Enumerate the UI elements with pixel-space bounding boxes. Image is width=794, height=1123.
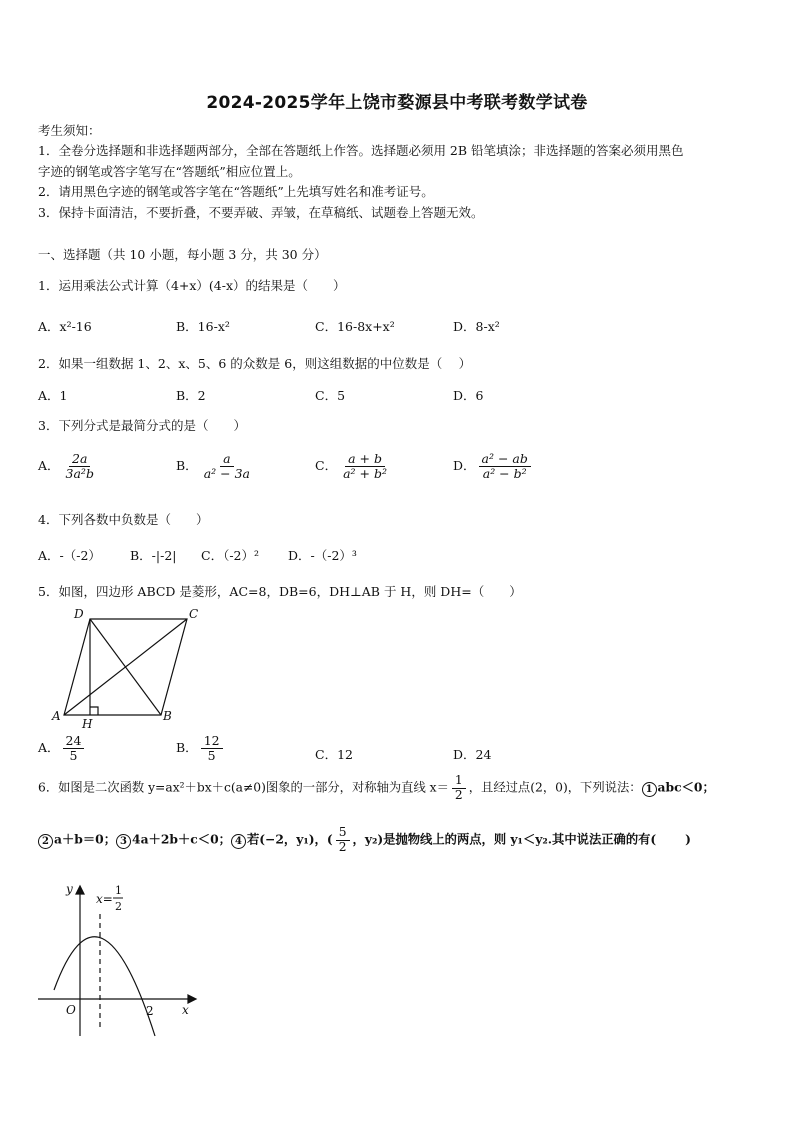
q2-option-d: D．6 [453,388,484,403]
q5-option-d: D．24 [453,747,492,762]
label-c: C [189,607,199,621]
axis-eq-num: 1 [115,884,122,897]
q1-option-d: D．8-x² [453,319,500,334]
question-1-stem: 1．运用乘法公式计算（4+x）(4-x）的结果是（ ） [38,278,346,293]
question-2-stem: 2．如果一组数据 1、2、x、5、6 的众数是 6，则这组数据的中位数是（ ） [38,356,472,371]
q1-option-b: B．16-x² [176,319,230,334]
page-title: 2024-2025学年上饶市婺源县中考联考数学试卷 [206,93,588,113]
q1-option-a: A．x²-16 [38,319,92,334]
question-6-line-1: 6．如图是二次函数 y=ax²＋bx＋c(a≠0)图象的一部分，对称轴为直线 x＝ $\frac{1}{2}$ ，且经过点(2，0)，下列说法： 1 abc＜0； [38,773,715,802]
notice-item: 1．全卷分选择题和非选择题两部分，全部在答题纸上作答。选择题必须用 2B 铅笔填涂；非选择题的答案必须用黑色 [38,143,684,158]
x-axis-label: x [182,1003,189,1017]
q2-option-a: A．1 [38,388,68,403]
q5-option-c: C．12 [315,747,353,762]
axis-eq-label: x= [96,892,113,906]
label-a: A [52,709,61,723]
question-4-stem: 4．下列各数中负数是（ ） [38,512,209,527]
q1-option-c: C．16-8x+x² [315,319,395,334]
q4-option-a: A．-（-2） [38,548,101,563]
notice-item: 字迹的钢笔或答字笔写在“答题纸”相应位置上。 [38,164,301,179]
rhombus-figure [44,602,214,732]
origin-label: O [66,1003,76,1017]
label-b: B [163,709,172,723]
y-axis-label: y [66,882,73,896]
q3-option-a: A． $\frac{2a}{\text{3a²b}}$ [38,451,94,481]
notice-heading: 考生须知： [38,123,101,138]
section-heading: 一、选择题（共 10 小题，每小题 3 分，共 30 分） [38,247,327,262]
q3-option-d: D． $\frac{\text{a² − ab}}{\text{a² − b²}}$ [453,452,534,481]
root-label: 2 [146,1004,154,1018]
question-5-stem: 5．如图，四边形 ABCD 是菱形，AC=8，DB=6，DH⊥AB 于 H，则 DH=（ ） [38,584,522,599]
q5-option-b: B． $\frac{12}{5}$ [176,734,226,763]
q4-option-b: B．-|-2| [130,548,177,563]
q3-option-c: C． $\frac{a + b}{\text{a² + b²}}$ [315,451,387,481]
parabola-graph [30,876,210,1041]
question-3-stem: 3．下列分式是最简分式的是（ ） [38,418,246,433]
q4-option-d: D．-（-2）³ [288,548,357,563]
axis-eq-den: 2 [115,900,122,913]
q4-option-c: C．（-2）² [201,548,260,563]
label-h: H [82,717,93,731]
label-d: D [74,607,84,621]
notice-item: 3．保持卡面清洁，不要折叠，不要弄破、弄皱，在草稿纸、试题卷上答题无效。 [38,205,484,220]
q2-option-b: B．2 [176,388,206,403]
q3-option-b: B． $\frac{a}{\text{a² − 3a}}$ [176,451,250,481]
notice-item: 2．请用黑色字迹的钢笔或答字笔在“答题纸”上先填写姓名和准考证号。 [38,184,434,199]
q5-option-a: A． $\frac{24}{5}$ [38,734,87,763]
q2-option-c: C．5 [315,388,346,403]
question-6-line-2: 2 a＋b＝0； 3 4a＋2b＋c＜0； 4 若(−2，y₁)，( $\frac{5}{2}$ ，y₂)是抛物线上的两点，则 y₁＜y₂.其中说法正确的有( ) [38,826,691,854]
